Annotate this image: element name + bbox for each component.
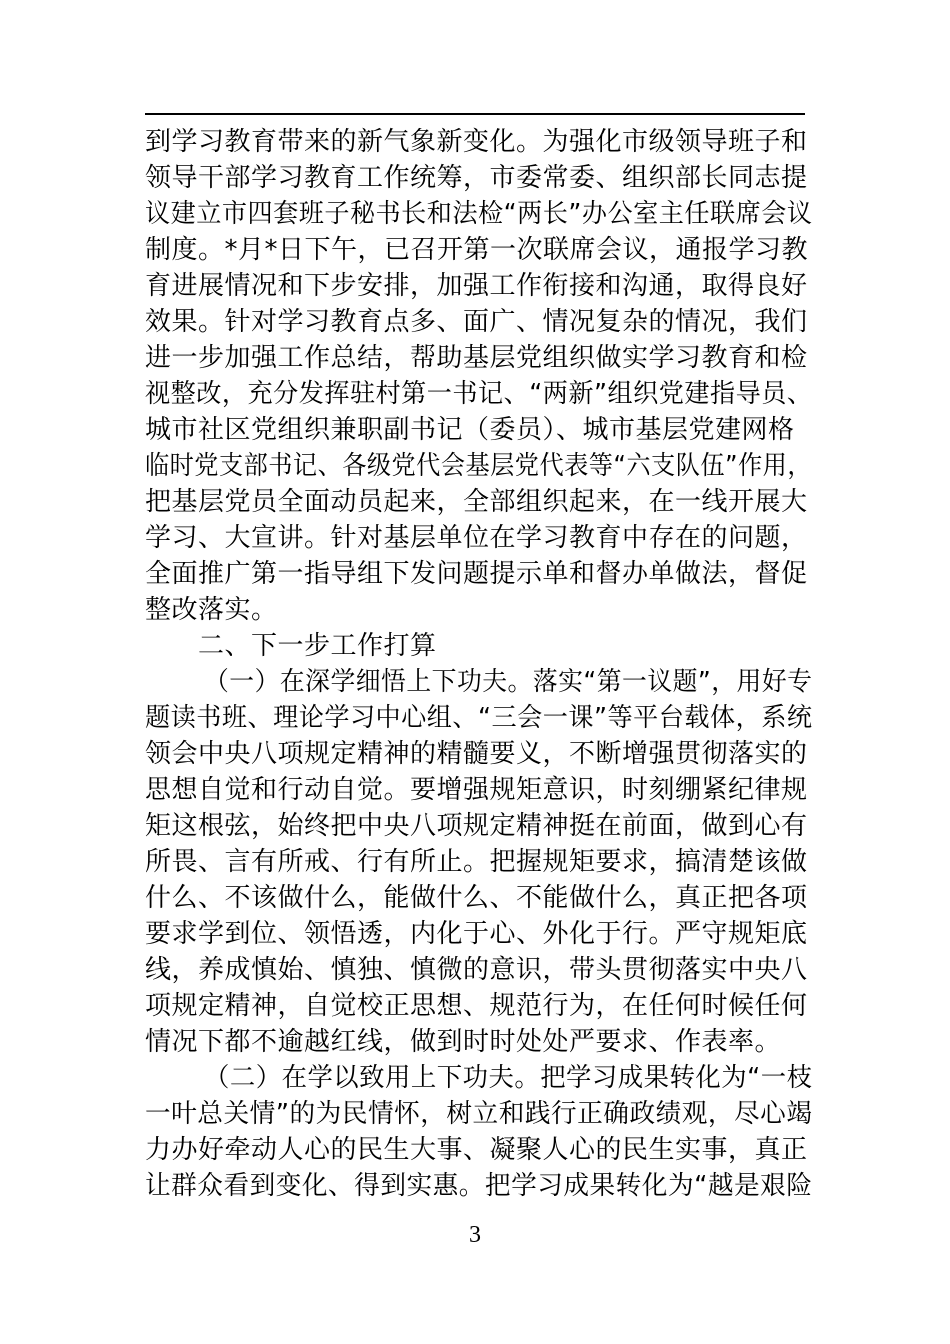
text-line: 临时党支部书记、各级党代会基层党代表等“六支队伍”作用， — [145, 451, 812, 481]
text-line: 把基层党员全面动员起来，全部组织起来，在一线开展大 — [145, 487, 808, 517]
text-line: 让群众看到变化、得到实惠。把学习成果转化为“越是艰险 — [145, 1171, 813, 1201]
text-line: 领导干部学习教育工作统筹，市委常委、组织部长同志提 — [145, 163, 808, 193]
section-heading: 二、下一步工作打算 — [198, 631, 437, 661]
text-line: 什么、不该做什么，能做什么、不能做什么，真正把各项 — [145, 883, 808, 913]
header-rule — [145, 113, 805, 115]
text-line: 要求学到位、领悟透，内化于心、外化于行。严守规矩底 — [145, 919, 808, 949]
text-line: 项规定精神，自觉校正思想、规范行为，在任何时候任何 — [145, 991, 808, 1021]
text-line: 到学习教育带来的新气象新变化。为强化市级领导班子和 — [145, 127, 808, 157]
text-line: 一叶总关情”的为民情怀，树立和践行正确政绩观，尽心竭 — [145, 1099, 813, 1129]
text-line: （二）在学以致用上下功夫。把学习成果转化为“一枝 — [204, 1063, 813, 1093]
page-number: 3 — [469, 1222, 481, 1248]
text-line: 领会中央八项规定精神的精髓要义，不断增强贯彻落实的 — [145, 739, 808, 769]
text-line: （一）在深学细悟上下功夫。落实“第一议题”，用好专 — [204, 667, 813, 697]
text-line: 城市社区党组织兼职副书记（委员）、城市基层党建网格 — [145, 415, 795, 445]
text-line: 学习、大宣讲。针对基层单位在学习教育中存在的问题， — [145, 523, 808, 553]
text-line: 议建立市四套班子秘书长和法检“两长”办公室主任联席会议 — [145, 199, 813, 229]
text-line: 进一步加强工作总结，帮助基层党组织做实学习教育和检 — [145, 343, 808, 373]
text-line: 所畏、言有所戒、行有所止。把握规矩要求，搞清楚该做 — [145, 847, 808, 877]
text-line: 情况下都不逾越红线，做到时时处处严要求、作表率。 — [145, 1027, 782, 1057]
text-line: 矩这根弦，始终把中央八项规定精神挺在前面，做到心有 — [145, 811, 808, 841]
text-line: 思想自觉和行动自觉。要增强规矩意识，时刻绷紧纪律规 — [145, 775, 808, 805]
text-line: 力办好牵动人心的民生大事、凝聚人心的民生实事，真正 — [145, 1135, 808, 1165]
text-line: 整改落实。 — [145, 595, 278, 625]
text-line: 全面推广第一指导组下发问题提示单和督办单做法，督促 — [145, 559, 808, 589]
text-line: 制度。*月*日下午，已召开第一次联席会议，通报学习教 — [145, 235, 809, 265]
text-line: 效果。针对学习教育点多、面广、情况复杂的情况，我们 — [145, 307, 808, 337]
text-line: 线，养成慎始、慎独、慎微的意识，带头贯彻落实中央八 — [145, 955, 808, 985]
text-line: 育进展情况和下步安排，加强工作衔接和沟通，取得良好 — [145, 271, 808, 301]
text-line: 题读书班、理论学习中心组、“三会一课”等平台载体，系统 — [145, 703, 813, 733]
text-line: 视整改，充分发挥驻村第一书记、“两新”组织党建指导员、 — [145, 379, 813, 409]
